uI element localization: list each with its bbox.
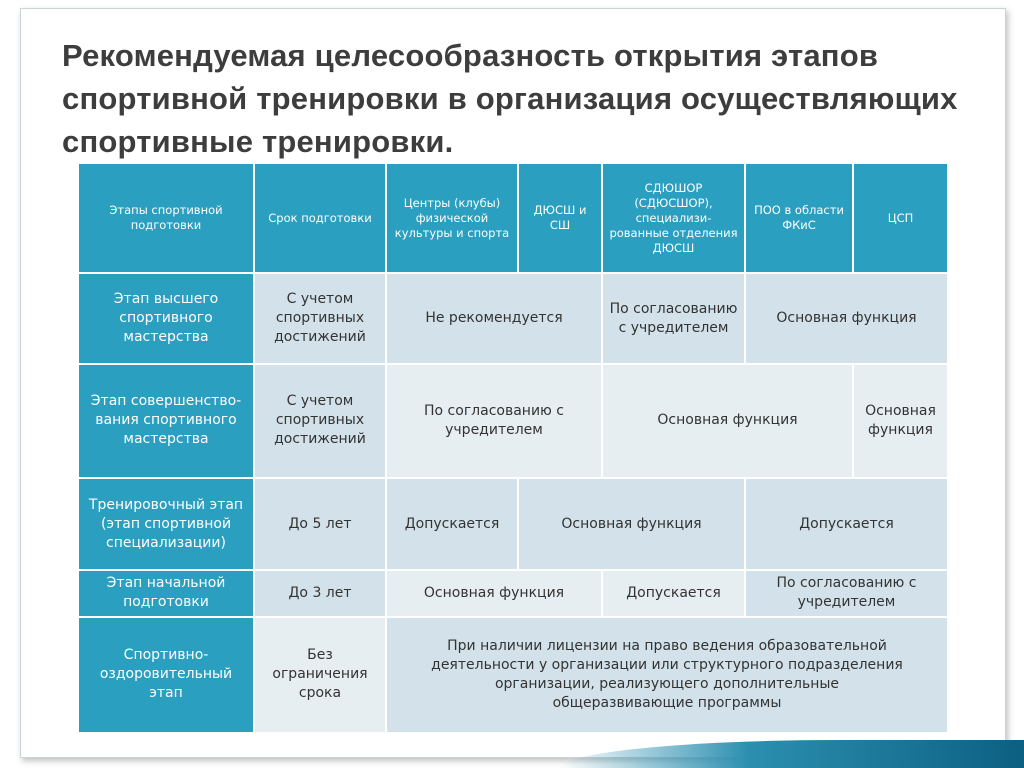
row-cell: Основная функция — [746, 274, 947, 362]
header-centers: Центры (клубы) физической культуры и спорта — [387, 164, 517, 272]
stages-table — [77, 162, 949, 734]
table-header-row — [79, 164, 947, 272]
row-cell: Допускается — [603, 571, 744, 615]
row-term: До 3 лет — [255, 571, 385, 615]
header-term: Срок подготовки — [255, 164, 385, 272]
row-stage-label: Тренировочный этап (этап спортивной специализации) — [79, 479, 253, 569]
row-stage-label: Этап начальной подготовки — [79, 571, 253, 615]
row-cell: Основная функция — [854, 365, 947, 477]
row-cell: Основная функция — [603, 365, 852, 477]
row-cell: Не рекомендуется — [387, 274, 601, 362]
row-cell: Допускается — [387, 479, 517, 569]
row-term: Без ограничения срока — [255, 618, 385, 732]
row-cell: По согласованию с учредителем — [746, 571, 947, 615]
row-stage-label: Спортивно-оздоровительный этап — [79, 618, 253, 732]
table-row — [79, 618, 947, 732]
row-term: С учетом спортивных достижений — [255, 365, 385, 477]
header-stages: Этапы спортивной подготовки — [79, 164, 253, 272]
row-stage-label: Этап совершенство-вания спортивного мастерства — [79, 365, 253, 477]
row-cell: Основная функция — [387, 571, 601, 615]
table-row — [79, 571, 947, 615]
row-cell-licence: При наличии лицензии на право ведения образовательной деятельности у организации или структурного подразделения организации, реализующего дополнительные общеразвивающие программы — [387, 618, 947, 732]
row-term: С учетом спортивных достижений — [255, 274, 385, 362]
slide-title: Рекомендуемая целесообразность открытия этапов спортивной тренировки в организация осуществляющих спортивные тренировки. — [62, 38, 958, 159]
table-row — [79, 365, 947, 477]
row-term: До 5 лет — [255, 479, 385, 569]
row-cell: Допускается — [746, 479, 947, 569]
row-cell: По согласованию с учредителем — [603, 274, 744, 362]
header-sdyushor: СДЮШОР (СДЮСШОР), специализи-рованные отделения ДЮСШ — [603, 164, 744, 272]
table-row — [79, 479, 947, 569]
row-stage-label: Этап высшего спортивного мастерства — [79, 274, 253, 362]
header-poo: ПОО в области ФКиС — [746, 164, 852, 272]
header-dyussh: ДЮСШ и СШ — [519, 164, 601, 272]
header-csp: ЦСП — [854, 164, 947, 272]
table-row — [79, 274, 947, 362]
row-cell: Основная функция — [519, 479, 744, 569]
row-cell: По согласованию с учредителем — [387, 365, 601, 477]
